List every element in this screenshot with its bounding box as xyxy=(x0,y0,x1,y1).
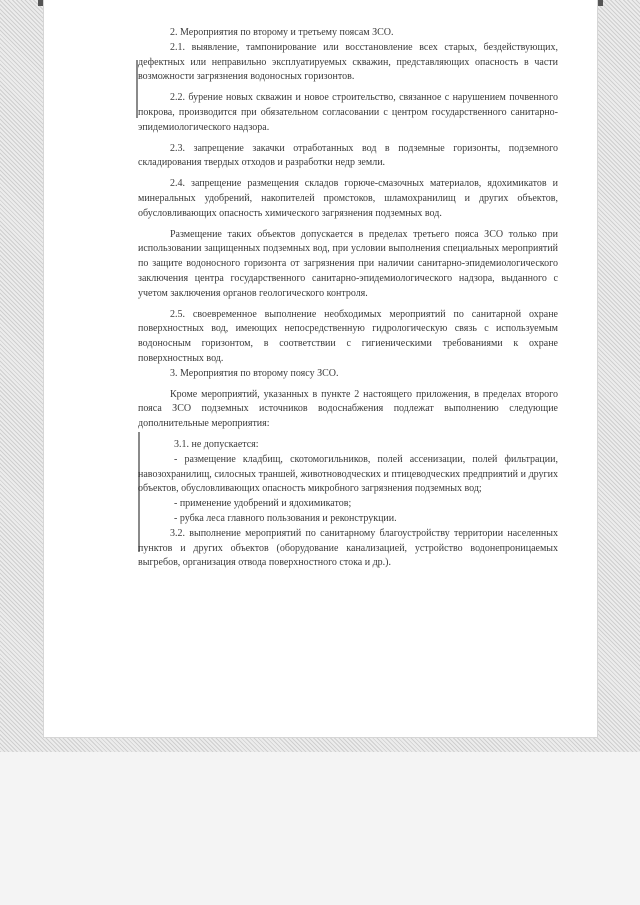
section-heading: 2. Мероприятия по второму и третьему поясам ЗСО. xyxy=(170,27,394,38)
paragraph: 2.2. бурение новых скважин и новое строительство, связанное с нарушением почвенного покрова, производится при обязательном согласовании с центром государственного санитарно-эпидемиологического надзора. xyxy=(138,92,558,133)
document-body xyxy=(138,26,558,571)
paragraph: Размещение таких объектов допускается в пределах третьего пояса ЗСО только при использовании защищенных подземных вод, при условии выполнения специальных мероприятий по защите водоносного горизонта от загрязнения при наличии санитарно-эпидемиологического заключения центра государственного санитарно-эпидемиологического надзора, выданного с учетом заключения органов геологического контроля. xyxy=(138,228,558,299)
list-item: - применение удобрений и ядохимикатов; xyxy=(174,498,352,510)
paragraph: 3.2. выполнение мероприятий по санитарному благоустройству территории населенных пунктов и других объектов (оборудование канализацией, устройство водонепроницаемых выгребов, организация отвода поверхностного стока и др.). xyxy=(138,527,558,569)
list-item: - рубка леса главного пользования и реконструкции. xyxy=(174,512,397,524)
paragraph: 2.5. своевременное выполнение необходимых мероприятий по санитарной охране поверхностных вод, имеющих непосредственную гидрологическую связь с используемым водоносным горизонтом, в соответствии с гигиеническими требованиями к охране поверхностных вод. xyxy=(138,308,558,364)
list-item: - размещение кладбищ, скотомогильников, полей ассенизации, полей фильтрации, навозохранилищ, силосных траншей, животноводческих и птицеводческих предприятий и других объектов, обусловливающих опасность микробного загрязнения подземных вод; xyxy=(138,453,558,495)
paragraph: 3.1. не допускается: xyxy=(174,438,259,450)
paragraph: Кроме мероприятий, указанных в пункте 2 настоящего приложения, в пределах второго пояса ЗСО подземных источников водоснабжения подлежат выполнению следующие дополнительные мероприятия: xyxy=(138,388,558,430)
blank-area xyxy=(0,752,640,905)
paragraph: 2.1. выявление, тампонирование или восстановление всех старых, бездействующих, дефектных или неправильно эксплуатируемых скважин, представляющих опасность в части возможности загрязнения водоносных горизонтов. xyxy=(138,41,558,83)
paragraph: 2.3. запрещение закачки отработанных вод в подземные горизонты, подземного складирования твердых отходов и разработки недр земли. xyxy=(138,142,558,169)
section-heading: 3. Мероприятия по второму поясу ЗСО. xyxy=(170,367,339,379)
paragraph: 2.4. запрещение размещения складов горюче-смазочных материалов, ядохимикатов и минеральных удобрений, накопителей промстоков, шламохранилищ и других объектов, обусловливающих опасность химического загрязнения подземных вод. xyxy=(138,178,558,219)
